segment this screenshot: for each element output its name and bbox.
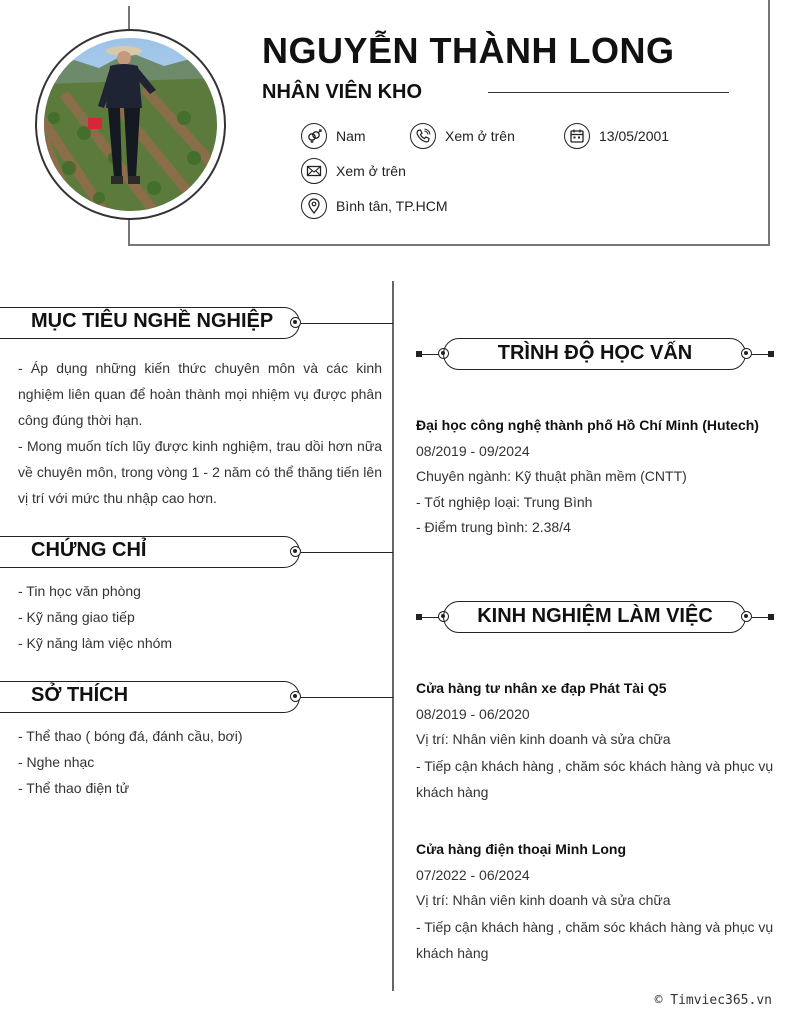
list-item: - Thể thao điện tử xyxy=(18,780,130,796)
job-description: - Tiếp cận khách hàng , chăm sóc khách hàng và phục vụ khách hàng xyxy=(416,918,774,961)
hobbies-list xyxy=(18,723,388,801)
job-period: 07/2022 - 06/2024 xyxy=(416,866,530,883)
section-title: SỞ THÍCH xyxy=(31,684,129,706)
section-experience-header xyxy=(416,601,774,635)
mail-icon xyxy=(301,158,327,184)
objective-text xyxy=(18,355,382,511)
job-position: Vị trí: Nhân viên kinh doanh và sửa chữa xyxy=(416,731,671,747)
section-education-header xyxy=(416,338,774,372)
column-divider xyxy=(392,281,394,991)
address-value: Bình tân, TP.HCM xyxy=(336,198,448,214)
list-item: - Kỹ năng giao tiếp xyxy=(18,609,135,625)
job-period: 08/2019 - 06/2020 xyxy=(416,705,530,722)
list-item: - Kỹ năng làm việc nhóm xyxy=(18,635,173,651)
info-birthday xyxy=(564,123,669,149)
company-name: Cửa hàng điện thoại Minh Long xyxy=(416,841,627,857)
list-item: - Nghe nhạc xyxy=(18,754,95,770)
job-title: NHÂN VIÊN KHO xyxy=(262,81,423,103)
experience-entry xyxy=(416,837,778,966)
list-item: - Thể thao ( bóng đá, đánh cầu, bơi) xyxy=(18,728,243,744)
avatar xyxy=(35,29,226,220)
phone-value: Xem ở trên xyxy=(445,128,515,144)
job-position: Vị trí: Nhân viên kinh doanh và sửa chữa xyxy=(416,892,671,908)
phone-icon xyxy=(410,123,436,149)
certificates-list xyxy=(18,578,388,656)
company-name: Cửa hàng tư nhân xe đạp Phát Tài Q5 xyxy=(416,680,667,696)
location-pin-icon xyxy=(301,193,327,219)
section-hobbies-header xyxy=(0,681,393,715)
experience-entry xyxy=(416,676,778,805)
info-gender xyxy=(301,123,366,149)
birthday-value: 13/05/2001 xyxy=(599,128,670,144)
education-period: 08/2019 - 09/2024 xyxy=(416,442,530,459)
section-title: CHỨNG CHỈ xyxy=(31,539,147,561)
section-title: KINH NGHIỆM LÀM VIỆC xyxy=(477,605,713,627)
profile-photo xyxy=(44,38,217,211)
school-name: Đại học công nghệ thành phố Hồ Chí Minh (Hutech) xyxy=(416,417,759,433)
info-email xyxy=(301,158,406,184)
section-objective-header xyxy=(0,307,393,341)
education-major: Chuyên ngành: Kỹ thuật phần mềm (CNTT) xyxy=(416,468,687,484)
gender-icon xyxy=(301,123,327,149)
education-rank: - Tốt nghiệp loại: Trung Bình xyxy=(416,493,593,510)
education-gpa: - Điểm trung bình: 2.38/4 xyxy=(416,519,571,535)
education-entry xyxy=(416,413,778,541)
objective-paragraph: - Mong muốn tích lũy được kinh nghiệm, trau dồi hơn nữa về chuyên môn, trong vòng 1 - 2 năm có thể thăng tiến lên vị trí với mức thu nhập cao hơn. xyxy=(18,438,382,506)
objective-paragraph: - Áp dụng những kiến thức chuyên môn và các kinh nghiệm liên quan để hoàn thành mọi nhiệm vụ được phân công đúng thời hạn. xyxy=(18,360,382,428)
email-value: Xem ở trên xyxy=(336,163,406,179)
section-title: MỤC TIÊU NGHỀ NGHIỆP xyxy=(31,310,274,332)
job-title-underline xyxy=(488,92,729,93)
section-title: TRÌNH ĐỘ HỌC VẤN xyxy=(497,342,693,364)
candidate-name: NGUYỄN THÀNH LONG xyxy=(262,30,675,71)
footer-credit: © Timviec365.vn xyxy=(654,993,772,1008)
info-address xyxy=(301,193,448,219)
gender-value: Nam xyxy=(336,128,366,144)
info-phone xyxy=(410,123,515,149)
list-item: - Tin học văn phòng xyxy=(18,583,141,599)
section-certificates-header xyxy=(0,536,393,570)
job-description: - Tiếp cận khách hàng , chăm sóc khách hàng và phục vụ khách hàng xyxy=(416,757,774,800)
calendar-icon xyxy=(564,123,590,149)
